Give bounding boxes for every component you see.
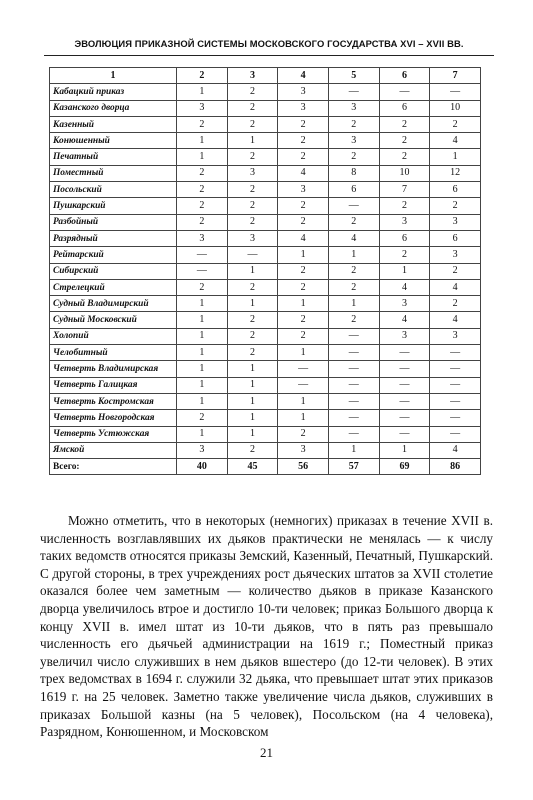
column-header: 6 — [379, 68, 430, 84]
count-cell: 12 — [430, 165, 481, 181]
table-row — [50, 247, 481, 263]
total-cell: 86 — [430, 459, 481, 475]
count-cell: 3 — [379, 214, 430, 230]
count-cell: — — [177, 247, 228, 263]
count-cell: 2 — [278, 426, 329, 442]
count-cell: 3 — [328, 100, 379, 116]
total-label: Всего: — [50, 459, 177, 475]
count-cell: — — [328, 84, 379, 100]
count-cell: 3 — [379, 328, 430, 344]
count-cell: 1 — [177, 312, 228, 328]
office-name-cell: Разрядный — [50, 230, 177, 246]
count-cell: 3 — [227, 230, 278, 246]
count-cell: 2 — [177, 182, 228, 198]
column-header: 5 — [328, 68, 379, 84]
total-cell: 56 — [278, 459, 329, 475]
count-cell: 1 — [177, 133, 228, 149]
count-cell: 2 — [379, 149, 430, 165]
count-cell: — — [328, 361, 379, 377]
count-cell: — — [379, 345, 430, 361]
data-table — [49, 67, 481, 475]
count-cell: 2 — [227, 312, 278, 328]
total-cell: 69 — [379, 459, 430, 475]
office-name-cell: Четверть Галицкая — [50, 377, 177, 393]
count-cell: 1 — [177, 426, 228, 442]
total-row — [50, 459, 481, 475]
table-row — [50, 279, 481, 295]
count-cell: 2 — [227, 442, 278, 458]
count-cell: 1 — [227, 410, 278, 426]
count-cell: 4 — [430, 312, 481, 328]
count-cell: 1 — [177, 328, 228, 344]
count-cell: — — [379, 410, 430, 426]
count-cell: 2 — [328, 149, 379, 165]
table-row — [50, 165, 481, 181]
table-row — [50, 100, 481, 116]
office-name-cell: Четверть Владимирская — [50, 361, 177, 377]
count-cell: — — [177, 263, 228, 279]
count-cell: — — [430, 361, 481, 377]
office-name-cell: Кабацкий приказ — [50, 84, 177, 100]
count-cell: 3 — [177, 442, 228, 458]
count-cell: 1 — [430, 149, 481, 165]
count-cell: 2 — [379, 198, 430, 214]
count-cell: 1 — [328, 296, 379, 312]
count-cell: 3 — [430, 247, 481, 263]
running-header: ЭВОЛЮЦИЯ ПРИКАЗНОЙ СИСТЕМЫ МОСКОВСКОГО ГОСУДАРСТВА XVI – XVII ВВ. — [44, 38, 494, 56]
count-cell: 7 — [379, 182, 430, 198]
count-cell: 6 — [430, 182, 481, 198]
count-cell: 2 — [227, 100, 278, 116]
office-name-cell: Судный Московский — [50, 312, 177, 328]
office-name-cell: Поместный — [50, 165, 177, 181]
count-cell: 2 — [278, 312, 329, 328]
count-cell: 2 — [278, 133, 329, 149]
office-name-cell: Конюшенный — [50, 133, 177, 149]
count-cell: 2 — [379, 133, 430, 149]
table-row — [50, 410, 481, 426]
count-cell: 2 — [227, 149, 278, 165]
office-name-cell: Рейтарский — [50, 247, 177, 263]
count-cell: 2 — [278, 263, 329, 279]
count-cell: — — [227, 247, 278, 263]
table-row — [50, 328, 481, 344]
count-cell: 6 — [430, 230, 481, 246]
office-name-cell: Четверть Устюжская — [50, 426, 177, 442]
count-cell: 4 — [379, 279, 430, 295]
count-cell: 2 — [278, 328, 329, 344]
page-number: 21 — [260, 745, 273, 760]
count-cell: — — [430, 426, 481, 442]
table-row — [50, 182, 481, 198]
count-cell: — — [430, 84, 481, 100]
count-cell: 2 — [430, 116, 481, 132]
count-cell: 3 — [328, 133, 379, 149]
count-cell: — — [328, 345, 379, 361]
count-cell: — — [379, 361, 430, 377]
count-cell: 4 — [430, 279, 481, 295]
count-cell: — — [328, 426, 379, 442]
table-row — [50, 116, 481, 132]
count-cell: 3 — [177, 230, 228, 246]
column-header: 7 — [430, 68, 481, 84]
table-row — [50, 198, 481, 214]
count-cell: 2 — [227, 198, 278, 214]
table-row — [50, 149, 481, 165]
count-cell: 6 — [328, 182, 379, 198]
office-name-cell: Холопий — [50, 328, 177, 344]
count-cell: 1 — [227, 133, 278, 149]
count-cell: 2 — [430, 296, 481, 312]
office-name-cell: Судный Владимирский — [50, 296, 177, 312]
count-cell: — — [379, 426, 430, 442]
count-cell: 2 — [278, 214, 329, 230]
office-name-cell: Сибирский — [50, 263, 177, 279]
count-cell: 1 — [177, 149, 228, 165]
count-cell: 3 — [278, 182, 329, 198]
office-name-cell: Ямской — [50, 442, 177, 458]
table-row — [50, 345, 481, 361]
count-cell: 2 — [177, 214, 228, 230]
table-row — [50, 296, 481, 312]
count-cell: 2 — [227, 214, 278, 230]
count-cell: — — [328, 198, 379, 214]
count-cell: 2 — [379, 116, 430, 132]
count-cell: 1 — [227, 426, 278, 442]
count-cell: 2 — [430, 198, 481, 214]
table-row — [50, 442, 481, 458]
count-cell: 3 — [278, 442, 329, 458]
count-cell: 1 — [379, 263, 430, 279]
count-cell: — — [278, 377, 329, 393]
count-cell: 1 — [227, 377, 278, 393]
count-cell: 1 — [177, 361, 228, 377]
count-cell: 2 — [278, 149, 329, 165]
count-cell: 2 — [328, 312, 379, 328]
count-cell: 4 — [430, 133, 481, 149]
count-cell: 3 — [379, 296, 430, 312]
count-cell: 1 — [177, 296, 228, 312]
count-cell: 2 — [278, 279, 329, 295]
table-row — [50, 426, 481, 442]
count-cell: — — [379, 377, 430, 393]
office-name-cell: Посольский — [50, 182, 177, 198]
table-row — [50, 214, 481, 230]
count-cell: 2 — [328, 116, 379, 132]
count-cell: 2 — [177, 410, 228, 426]
count-cell: 2 — [430, 263, 481, 279]
table-body — [50, 84, 481, 459]
column-header: 2 — [177, 68, 228, 84]
count-cell: 2 — [177, 116, 228, 132]
count-cell: — — [328, 377, 379, 393]
count-cell: 2 — [177, 279, 228, 295]
count-cell: 2 — [278, 198, 329, 214]
table-row — [50, 84, 481, 100]
count-cell: — — [278, 361, 329, 377]
count-cell: 10 — [379, 165, 430, 181]
count-cell: 1 — [227, 393, 278, 409]
office-name-cell: Казанского дворца — [50, 100, 177, 116]
count-cell: 4 — [328, 230, 379, 246]
office-name-cell: Казенный — [50, 116, 177, 132]
count-cell: 2 — [278, 116, 329, 132]
count-cell: 4 — [278, 165, 329, 181]
count-cell: 1 — [227, 263, 278, 279]
total-cell: 57 — [328, 459, 379, 475]
count-cell: 2 — [177, 198, 228, 214]
count-cell: 6 — [379, 100, 430, 116]
count-cell: — — [328, 393, 379, 409]
office-name-cell: Разбойный — [50, 214, 177, 230]
count-cell: 4 — [278, 230, 329, 246]
paragraph: Можно отметить, что в некоторых (немногих) приказах в течение XVII в. численность возглавлявших их дьяков практически не менялась — к числу таких ведомств относятся приказы Земский, Казенный, Печатный, Пушкарский. С другой стороны, в трех учреждениях рост дьяческих штатов за XVII столетие оказался более чем заметным — количество дьяков в приказе Казанского дворца увеличилось втрое и достигло 10-ти человек; приказ Большого дворца к концу XVII в. имел штат из 10-ти дьяков, что в пять раз превышало численность его дьячьей администрации на 1619 г.; Поместный приказ увеличил число служивших в нем дьяков вшестеро (до 12-ти человек). В этих трех ведомствах в 1694 г. служили 32 дьяка, что превышает штат этих приказов 1619 г. на 25 человек. Заметно также увеличение числа дьяков, служивших в приказах Большой казны (на 5 человек), Посольском (на 4 человека), Разрядном, Конюшенном, и Московском — [40, 513, 493, 740]
office-name-cell: Печатный — [50, 149, 177, 165]
count-cell: 2 — [379, 247, 430, 263]
table-row — [50, 361, 481, 377]
count-cell: 1 — [379, 442, 430, 458]
count-cell: 1 — [227, 361, 278, 377]
table-row — [50, 263, 481, 279]
total-cell: 45 — [227, 459, 278, 475]
count-cell: 3 — [430, 214, 481, 230]
count-cell: 1 — [278, 247, 329, 263]
count-cell: — — [328, 410, 379, 426]
count-cell: 2 — [227, 328, 278, 344]
count-cell: 3 — [278, 100, 329, 116]
office-name-cell: Пушкарский — [50, 198, 177, 214]
count-cell: 1 — [278, 345, 329, 361]
count-cell: 6 — [379, 230, 430, 246]
table-row — [50, 133, 481, 149]
count-cell: 2 — [227, 182, 278, 198]
office-name-cell: Четверть Костромская — [50, 393, 177, 409]
office-name-cell: Четверть Новгородская — [50, 410, 177, 426]
count-cell: 2 — [227, 84, 278, 100]
column-header: 4 — [278, 68, 329, 84]
count-cell: 1 — [278, 410, 329, 426]
count-cell: 1 — [278, 296, 329, 312]
count-cell: 1 — [328, 247, 379, 263]
count-cell: 3 — [177, 100, 228, 116]
table-row — [50, 312, 481, 328]
count-cell: 2 — [227, 345, 278, 361]
count-cell: — — [430, 393, 481, 409]
count-cell: 2 — [328, 214, 379, 230]
count-cell: — — [328, 328, 379, 344]
count-cell: — — [430, 410, 481, 426]
column-header: 1 — [50, 68, 177, 84]
body-text — [40, 512, 493, 741]
count-cell: 1 — [328, 442, 379, 458]
count-cell: — — [379, 393, 430, 409]
table-header-row — [50, 68, 481, 84]
count-cell: 1 — [177, 345, 228, 361]
table-row — [50, 230, 481, 246]
table-row — [50, 393, 481, 409]
count-cell: 8 — [328, 165, 379, 181]
count-cell: 4 — [379, 312, 430, 328]
count-cell: 1 — [177, 84, 228, 100]
count-cell: 3 — [278, 84, 329, 100]
count-cell: 1 — [278, 393, 329, 409]
office-name-cell: Челобитный — [50, 345, 177, 361]
count-cell: 1 — [227, 296, 278, 312]
count-cell: 1 — [177, 377, 228, 393]
count-cell: 10 — [430, 100, 481, 116]
total-cell: 40 — [177, 459, 228, 475]
count-cell: — — [430, 345, 481, 361]
count-cell: 2 — [328, 263, 379, 279]
count-cell: 1 — [177, 393, 228, 409]
column-header: 3 — [227, 68, 278, 84]
count-cell: — — [430, 377, 481, 393]
count-cell: 3 — [227, 165, 278, 181]
count-cell: 2 — [227, 116, 278, 132]
count-cell: 2 — [328, 279, 379, 295]
office-name-cell: Стрелецкий — [50, 279, 177, 295]
count-cell: 4 — [430, 442, 481, 458]
count-cell: 2 — [227, 279, 278, 295]
table-row — [50, 377, 481, 393]
count-cell: — — [379, 84, 430, 100]
count-cell: 2 — [177, 165, 228, 181]
count-cell: 3 — [430, 328, 481, 344]
